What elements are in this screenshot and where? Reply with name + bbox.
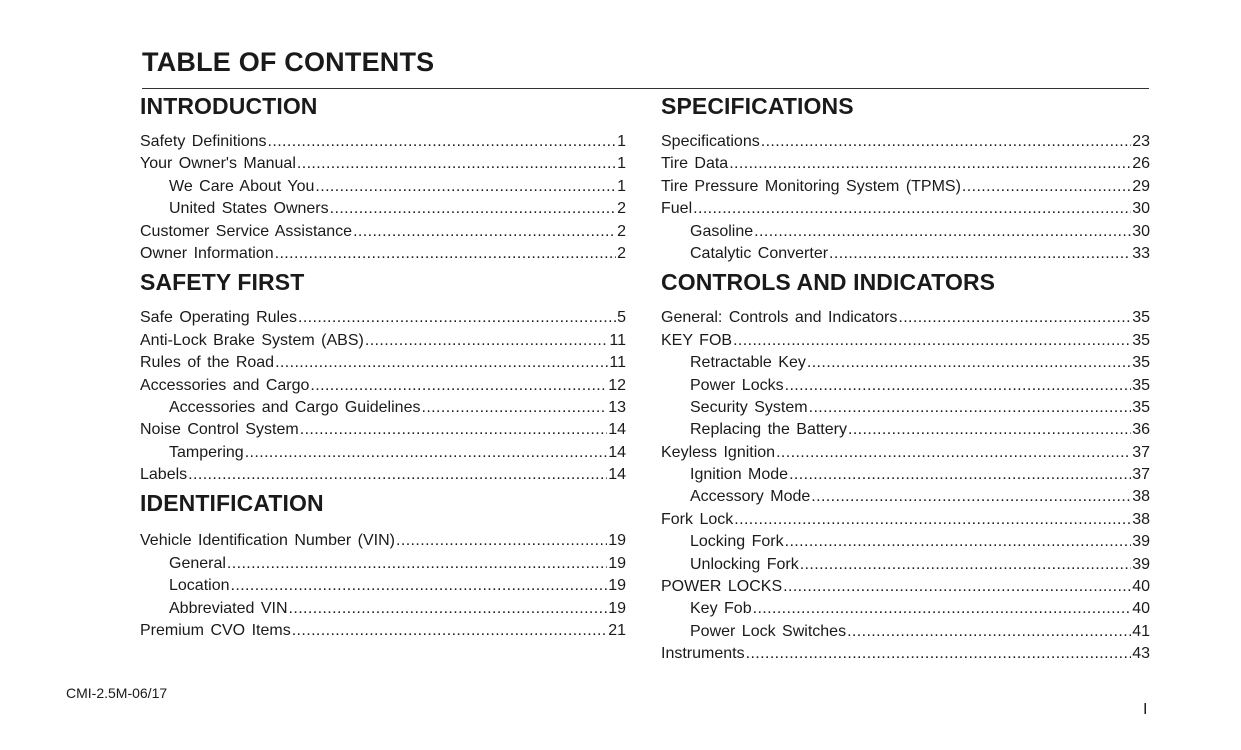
toc-section-safety-first xyxy=(140,265,626,486)
toc-entry[interactable] xyxy=(140,153,626,175)
toc-entry[interactable] xyxy=(661,643,1150,665)
dot-leader xyxy=(962,176,1131,198)
toc-entry-page: 14 xyxy=(608,443,626,461)
section-heading: SAFETY FIRST xyxy=(140,269,305,296)
toc-entry-page: 1 xyxy=(617,155,626,173)
toc-entry-page: 33 xyxy=(1132,244,1150,262)
toc-entry[interactable] xyxy=(661,531,1150,553)
toc-entry-label: Safety Definitions xyxy=(140,133,267,150)
section-heading: IDENTIFICATION xyxy=(140,490,324,517)
dot-leader xyxy=(300,419,607,441)
toc-entry-page: 23 xyxy=(1132,133,1150,150)
dot-leader xyxy=(188,464,607,486)
toc-entry-page: 14 xyxy=(608,421,626,439)
dot-leader xyxy=(231,575,608,597)
toc-entry-page: 38 xyxy=(1132,488,1150,506)
dot-leader xyxy=(761,131,1131,153)
toc-entry-page: 26 xyxy=(1132,155,1150,173)
toc-entry[interactable] xyxy=(661,307,1150,329)
section-heading: SPECIFICATIONS xyxy=(661,93,854,119)
toc-entry-page: 39 xyxy=(1132,533,1150,551)
toc-entry-page: 19 xyxy=(608,599,626,617)
toc-entry[interactable] xyxy=(140,375,626,397)
dot-leader xyxy=(776,442,1131,464)
dot-leader xyxy=(809,397,1132,419)
toc-entry-label: Labels xyxy=(140,466,188,484)
toc-entry[interactable] xyxy=(140,330,626,352)
dot-leader xyxy=(292,620,608,642)
toc-entry-page: 1 xyxy=(617,177,626,195)
toc-entry[interactable] xyxy=(140,442,626,464)
toc-entry[interactable] xyxy=(661,198,1150,220)
toc-entry[interactable] xyxy=(661,330,1150,352)
dot-leader xyxy=(898,307,1131,329)
toc-entry-page: 43 xyxy=(1132,645,1150,663)
toc-entry-label: Locking Fork xyxy=(690,533,784,551)
toc-entry-page: 35 xyxy=(1132,309,1150,327)
right-column xyxy=(661,89,1150,666)
toc-entry[interactable] xyxy=(661,621,1150,643)
dot-leader xyxy=(396,530,607,552)
toc-entry-label: Customer Service Assistance xyxy=(140,222,353,240)
toc-entry-label: Your Owner's Manual xyxy=(140,155,296,173)
toc-entry[interactable] xyxy=(140,221,626,243)
dot-leader xyxy=(848,419,1131,441)
dot-leader xyxy=(275,243,616,265)
toc-entry[interactable] xyxy=(140,419,626,441)
toc-entry[interactable] xyxy=(661,153,1150,175)
dot-leader xyxy=(753,598,1132,620)
toc-entry-label: POWER LOCKS xyxy=(661,578,783,596)
toc-entry[interactable] xyxy=(661,352,1150,374)
section-heading: CONTROLS AND INDICATORS xyxy=(661,269,996,296)
toc-entry-label: United States Owners xyxy=(169,200,329,218)
toc-entry-label: Abbreviated VIN xyxy=(169,599,288,617)
toc-entry[interactable] xyxy=(661,131,1150,153)
dot-leader xyxy=(315,176,616,198)
dot-leader xyxy=(807,352,1131,374)
page-number: I xyxy=(1143,701,1148,718)
dot-leader xyxy=(800,554,1132,576)
toc-entry[interactable] xyxy=(661,598,1150,620)
toc-entry-page: 30 xyxy=(1132,222,1150,240)
toc-entry-label: Tampering xyxy=(169,443,244,461)
toc-entry-page: 39 xyxy=(1132,555,1150,573)
toc-section-controls-and-indicators xyxy=(661,265,1150,665)
dot-leader xyxy=(268,131,617,153)
toc-entry[interactable] xyxy=(661,419,1150,441)
toc-entry-page: 37 xyxy=(1132,443,1150,461)
toc-entry[interactable] xyxy=(140,352,626,374)
toc-entry[interactable] xyxy=(140,553,626,575)
dot-leader xyxy=(297,153,616,175)
toc-entry-page: 19 xyxy=(608,577,626,595)
toc-entry[interactable] xyxy=(661,397,1150,419)
toc-entry-label: General xyxy=(169,554,226,572)
toc-entry[interactable] xyxy=(140,530,626,552)
toc-entry-label: Power Locks xyxy=(690,376,784,394)
toc-entry-label: Safe Operating Rules xyxy=(140,309,297,327)
toc-entry-page: 11 xyxy=(609,331,626,349)
toc-entry[interactable] xyxy=(661,221,1150,243)
toc-entry[interactable] xyxy=(140,575,626,597)
dot-leader xyxy=(785,375,1132,397)
toc-entry-page: 14 xyxy=(608,466,626,484)
dot-leader xyxy=(729,153,1131,175)
toc-entry[interactable] xyxy=(140,598,626,620)
dot-leader xyxy=(365,330,609,352)
toc-entry[interactable] xyxy=(661,464,1150,486)
dot-leader xyxy=(811,486,1131,508)
toc-entry-label: Catalytic Converter xyxy=(690,244,829,262)
dot-leader xyxy=(746,643,1132,665)
toc-entry-page: 35 xyxy=(1132,354,1150,372)
dot-leader xyxy=(298,307,616,329)
dot-leader xyxy=(734,509,1131,531)
dot-leader xyxy=(783,576,1131,598)
toc-entry-label: Premium CVO Items xyxy=(140,622,291,640)
toc-entry-page: 30 xyxy=(1132,200,1150,218)
toc-entry-label: Noise Control System xyxy=(140,421,299,439)
toc-entry-page: 37 xyxy=(1132,466,1150,484)
toc-entry-page: 19 xyxy=(608,554,626,572)
toc-entry-page: 40 xyxy=(1132,578,1150,596)
toc-entry-label: Ignition Mode xyxy=(690,466,789,484)
toc-entry-page: 5 xyxy=(617,309,626,327)
toc-entry-label: Accessory Mode xyxy=(690,488,811,506)
toc-entry-page: 38 xyxy=(1132,510,1150,528)
left-column xyxy=(140,89,626,642)
toc-entry-label: Key Fob xyxy=(690,600,752,618)
toc-entry-label: Accessories and Cargo Guidelines xyxy=(169,398,421,416)
toc-entry-label: Unlocking Fork xyxy=(690,555,799,573)
toc-entry[interactable] xyxy=(661,243,1150,265)
toc-entry[interactable] xyxy=(140,176,626,198)
toc-entry-page: 11 xyxy=(609,354,626,372)
toc-entry-label: KEY FOB xyxy=(661,331,733,349)
toc-entry-label: Accessories and Cargo xyxy=(140,376,310,394)
dot-leader xyxy=(227,553,607,575)
toc-entry[interactable] xyxy=(661,442,1150,464)
toc-entry-label: Rules of the Road xyxy=(140,354,275,372)
dot-leader xyxy=(421,397,607,419)
dot-leader xyxy=(275,352,608,374)
toc-entry[interactable] xyxy=(140,243,626,265)
dot-leader xyxy=(829,243,1131,265)
toc-entry-page: 40 xyxy=(1132,600,1150,618)
toc-entry-page: 36 xyxy=(1132,421,1150,439)
toc-entry[interactable] xyxy=(661,576,1150,598)
toc-entry-page: 19 xyxy=(608,532,626,550)
toc-entry-label: General: Controls and Indicators xyxy=(661,309,898,327)
toc-entry-label: Tire Pressure Monitoring System (TPMS) xyxy=(661,177,961,195)
toc-entry-label: Anti-Lock Brake System (ABS) xyxy=(140,331,364,349)
toc-entry-label: Security System xyxy=(690,398,808,416)
toc-entry-label: Specifications xyxy=(661,133,760,150)
toc-entry-label: Retractable Key xyxy=(690,354,806,372)
toc-section-identification xyxy=(140,486,626,642)
toc-entry-page: 2 xyxy=(617,244,626,262)
dot-leader xyxy=(353,221,616,243)
dot-leader xyxy=(789,464,1131,486)
dot-leader xyxy=(754,221,1131,243)
toc-entry-label: Fuel xyxy=(661,200,693,218)
toc-entry-label: Vehicle Identification Number (VIN) xyxy=(140,532,395,550)
toc-entry-page: 12 xyxy=(608,376,626,394)
toc-entry-page: 21 xyxy=(608,622,626,640)
toc-entry-page: 2 xyxy=(617,200,626,218)
dot-leader xyxy=(310,375,607,397)
dot-leader xyxy=(693,198,1131,220)
dot-leader xyxy=(847,621,1131,643)
toc-entry-label: Gasoline xyxy=(690,222,754,240)
section-heading: INTRODUCTION xyxy=(140,93,318,119)
toc-section-specifications xyxy=(661,89,1150,265)
toc-entry[interactable] xyxy=(140,620,626,642)
toc-entry-label: Owner Information xyxy=(140,244,274,262)
toc-entry[interactable] xyxy=(661,486,1150,508)
toc-entry[interactable] xyxy=(140,307,626,329)
toc-entry-page: 2 xyxy=(617,222,626,240)
toc-entry-label: Fork Lock xyxy=(661,510,734,528)
toc-entry[interactable] xyxy=(661,554,1150,576)
toc-entry-label: Power Lock Switches xyxy=(690,622,847,640)
toc-section-introduction xyxy=(140,89,626,265)
toc-entry-page: 13 xyxy=(608,398,626,416)
toc-entry-page: 35 xyxy=(1132,376,1150,394)
document-code: CMI-2.5M-06/17 xyxy=(66,685,168,701)
toc-entry[interactable] xyxy=(661,176,1150,198)
dot-leader xyxy=(245,442,608,464)
toc-entry-page: 1 xyxy=(617,133,626,150)
toc-entry-label: Tire Data xyxy=(661,155,729,173)
toc-entry-label: We Care About You xyxy=(169,177,315,195)
toc-entry[interactable] xyxy=(140,131,626,153)
toc-entry-page: 41 xyxy=(1132,622,1150,640)
toc-entry[interactable] xyxy=(140,464,626,486)
toc-entry-label: Location xyxy=(169,577,230,595)
page-title: TABLE OF CONTENTS xyxy=(142,47,435,77)
toc-entry[interactable] xyxy=(661,375,1150,397)
toc-entry[interactable] xyxy=(140,198,626,220)
toc-entry-page: 35 xyxy=(1132,398,1150,416)
dot-leader xyxy=(733,330,1131,352)
dot-leader xyxy=(785,531,1132,553)
toc-entry-label: Keyless Ignition xyxy=(661,443,776,461)
toc-entry-label: Replacing the Battery xyxy=(690,421,847,439)
toc-entry-page: 35 xyxy=(1132,331,1150,349)
toc-entry-page: 29 xyxy=(1132,177,1150,195)
toc-entry[interactable] xyxy=(661,509,1150,531)
toc-entry[interactable] xyxy=(140,397,626,419)
dot-leader xyxy=(330,198,616,220)
dot-leader xyxy=(289,598,608,620)
toc-entry-label: Instruments xyxy=(661,645,745,663)
